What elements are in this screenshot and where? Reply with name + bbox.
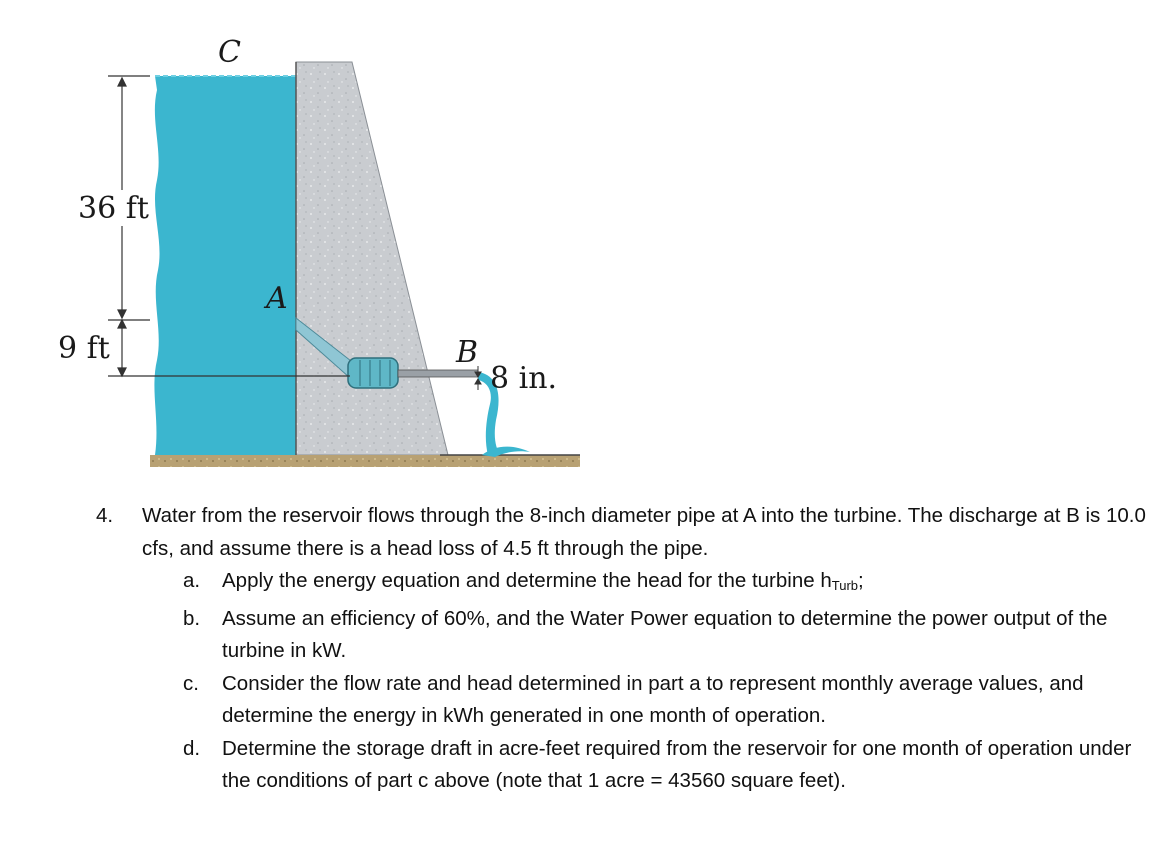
subscript-turb: Turb [831, 578, 858, 593]
part-text: Determine the storage draft in acre-feet required from the reservoir for one month of operation under the conditions of part c above (note that 1 acre = 43560 square feet). [222, 736, 1132, 792]
label-a: A [266, 281, 288, 316]
dam-body [296, 62, 448, 455]
label-8in: 8 in. [490, 361, 558, 396]
part-text: Assume an efficiency of 60%, and the Water Power equation to determine the power output of the turbine in kW. [222, 606, 1108, 662]
reservoir-water [154, 76, 296, 455]
part-marker: d. [183, 736, 201, 760]
label-36ft: 36 ft [78, 191, 149, 226]
part-b [96, 603, 1156, 668]
turbine [348, 358, 398, 388]
problem-stem [96, 500, 1156, 565]
part-text: Consider the flow rate and head determined in part a to represent monthly average values, and determine the energy in kWh generated in one month of operation. [222, 671, 1084, 727]
dam-turbine-diagram [0, 0, 620, 490]
part-tail: ; [858, 569, 864, 592]
part-marker: c. [183, 671, 199, 695]
part-c [96, 668, 1156, 733]
part-marker: b. [183, 606, 201, 630]
problem-stem-text: Water from the reservoir flows through the 8-inch diameter pipe at A into the turbine. The discharge at B is 10.0 cfs, and assume there is a head loss of 4.5 ft through the pipe. [142, 504, 1146, 560]
part-d [96, 733, 1156, 798]
problem-number: 4. [96, 504, 114, 527]
label-9ft: 9 ft [58, 331, 110, 366]
label-b: B [456, 335, 479, 370]
part-a [96, 565, 1156, 603]
label-c: C [218, 35, 241, 70]
outlet-pipe [398, 370, 478, 377]
part-text: Apply the energy equation and determine the head for the turbine h [222, 569, 832, 592]
ground [150, 455, 580, 467]
part-marker: a. [183, 569, 201, 592]
problem-statement [96, 500, 1156, 798]
